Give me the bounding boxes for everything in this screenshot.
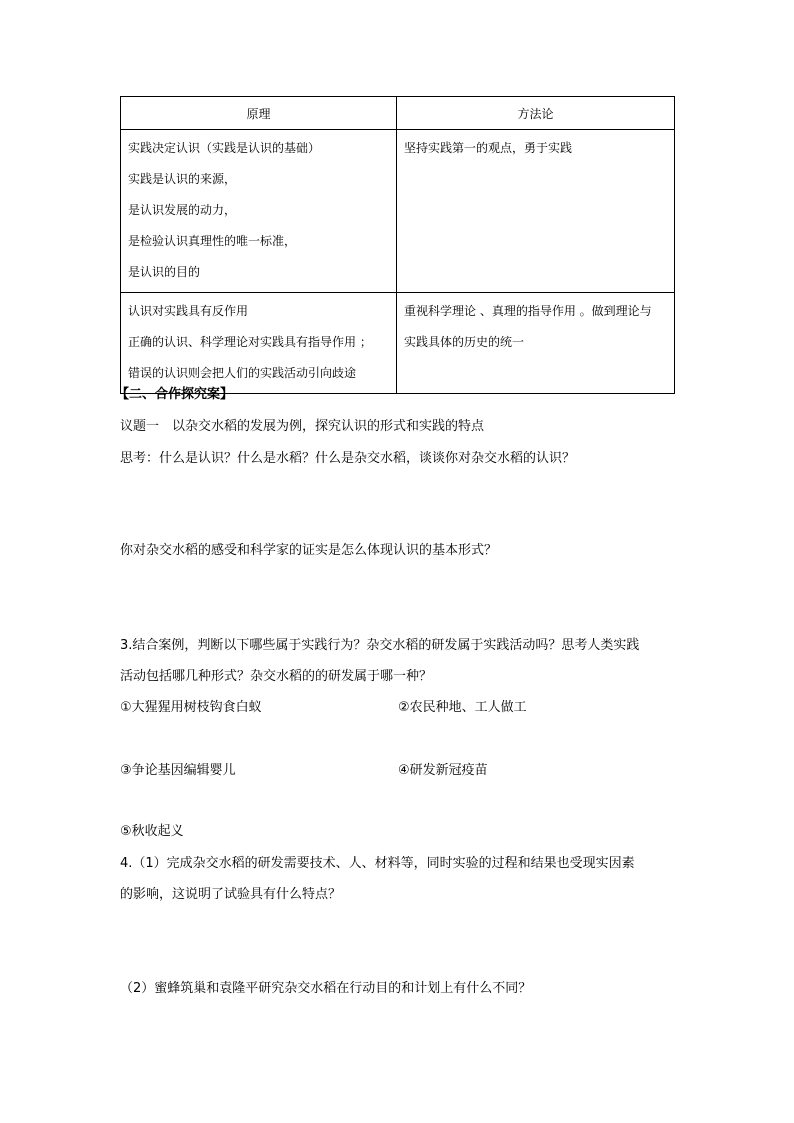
table-row (121, 130, 675, 293)
section-title: 【二、合作探究案】 (116, 387, 234, 402)
method-cell (397, 130, 675, 293)
topic-heading: 议题一 以杂交水稻的发展为例，探究认识的形式和实践的特点 (120, 419, 485, 434)
question-4-line-1: 4.（1）完成杂交水稻的研发需要技术、人、材料等，同时实验的过程和结果也受现实因素 (120, 856, 635, 871)
principle-cell (121, 293, 397, 394)
header-methodology: 方法论 (397, 97, 675, 130)
method-cell (397, 293, 675, 394)
option-item: ③争论基因编辑婴儿 (120, 763, 236, 778)
principle-line: 是检验认识真理性的唯一标准， (128, 234, 297, 248)
principle-line: 认识对实践具有反作用 (128, 304, 249, 318)
question-4-part-2: （2）蜜蜂筑巢和袁隆平研究杂交水稻在行动目的和计划上有什么不同？ (120, 981, 532, 996)
option-item: ②农民种地、工人做工 (398, 700, 527, 715)
question-3-line-1: 3.结合案例，判断以下哪些属于实践行为？杂交水稻的研发属于实践活动吗？思考人类实践 (120, 638, 640, 653)
option-item: ⑤秋收起义 (120, 824, 184, 839)
table-header-row (121, 97, 675, 130)
question-4-line-2: 的影响，这说明了试验具有什么特点？ (120, 887, 342, 902)
option-item: ①大猩猩用树枝钩食白蚁 (120, 700, 262, 715)
question-2: 你对杂交水稻的感受和科学家的证实是怎么体现认识的基本形式？ (120, 543, 498, 558)
principle-methodology-table (120, 96, 675, 394)
method-line: 重视科学理论 、真理的指导作用 。做到理论与 (404, 304, 652, 318)
principle-cell (121, 130, 397, 293)
principle-line: 错误的认识则会把人们的实践活动引向歧途 (128, 366, 357, 380)
principle-line: 是认识发展的动力， (128, 203, 237, 217)
method-line: 实践具体的历史的统一 (404, 335, 525, 349)
principle-line: 正确的认识、科学理论对实践具有指导作用 ； (128, 335, 372, 349)
question-1: 思考：什么是认识？什么是水稻？什么是杂交水稻，谈谈你对杂交水稻的认识？ (120, 451, 576, 466)
header-principle: 原理 (121, 97, 397, 130)
table-row (121, 293, 675, 394)
option-item: ④研发新冠疫苗 (398, 763, 488, 778)
principle-line: 实践决定认识（实践是认识的基础） (128, 141, 321, 155)
principle-line: 是认识的目的 (128, 265, 201, 279)
principle-line: 实践是认识的来源， (128, 172, 237, 186)
question-3-line-2: 活动包括哪几种形式？杂交水稻的的研发属于哪一种？ (120, 669, 433, 684)
method-line: 坚持实践第一的观点，勇于实践 (404, 141, 573, 155)
